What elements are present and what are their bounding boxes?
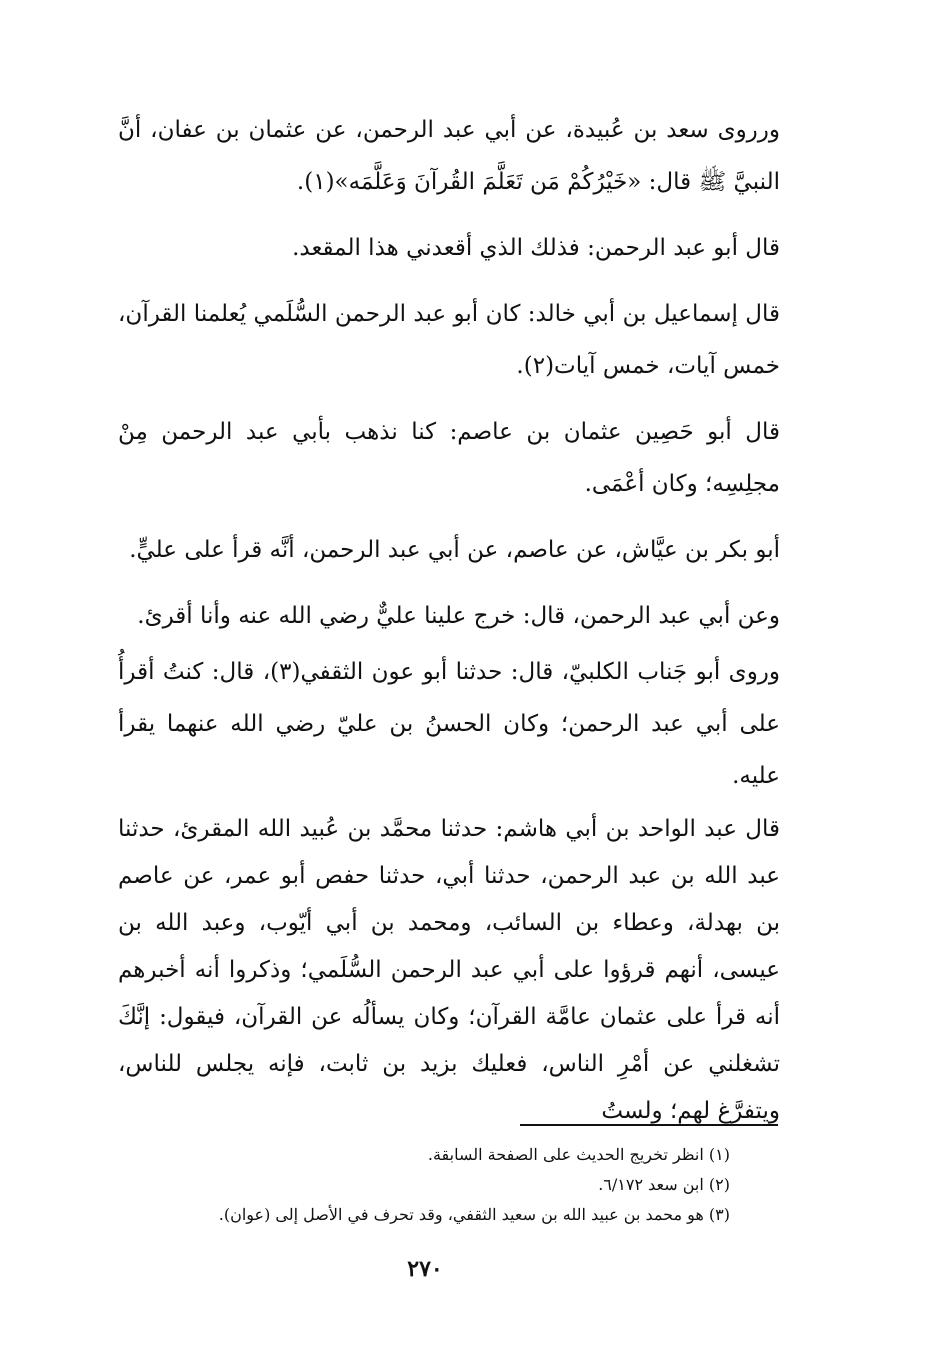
footnote-2: (٢) ابن سعد ٦/١٧٢. xyxy=(598,1175,730,1194)
paragraph-2: قال أبو عبد الرحمن: فذلك الذي أقعدني هذا المقعد. xyxy=(292,235,780,261)
footnote-separator xyxy=(520,1124,778,1126)
paragraph-8: قال عبد الواحد بن أبي هاشم: حدثنا محمَّد بن عُبيد الله المقرئ، حدثنا عبد الله بن عبد الرحمن، حدثنا أبي، حدثنا حفص أبو عمر، عن عاصم بن بهدلة، وعطاء بن السائب، ومحمد بن أبي أيّوب، وعبد الله بن عيسى، أنهم قرؤوا على أبي عبد الرحمن السُّلَمي؛ وذكروا أنه أخبرهم أنه قرأ على عثمان عامَّة القرآن؛ وكان يسألُه عن القرآن، فيقول: إنَّكَ تشغلني عن أمْرِ الناس، فعليك بزيد بن ثابت، فإنه يجلس للناس، ويتفرَّغ لهم؛ ولستُ xyxy=(118,816,780,1124)
page-number: ٢٧٠ xyxy=(407,1256,443,1282)
paragraph-6: وعن أبي عبد الرحمن، قال: خرج علينا عليٌّ رضي الله عنه وأنا أقرئ. xyxy=(137,603,780,629)
footnote-3: (٣) هو محمد بن عبيد الله بن سعيد الثقفي، وقد تحرف في الأصل إلى (عوان). xyxy=(218,1205,730,1224)
paragraph-1: ورروى سعد بن عُبيدة، عن أبي عبد الرحمن، عن عثمان بن عفان، أنَّ النبيَّ ﷺ قال: «خَيْرُكُمْ مَن تَعَلَّمَ القُرآنَ وَعَلَّمَه»(١). xyxy=(118,117,780,195)
paragraph-7: وروى أبو جَناب الكلبيّ، قال: حدثنا أبو عون الثقفي(٣)، قال: كنتُ أقرأُ على أبي عبد الرحمن؛ وكان الحسنُ بن عليّ رضي الله عنهما يقرأ عليه. xyxy=(118,659,781,789)
main-text xyxy=(118,104,780,1135)
footnotes xyxy=(118,1140,730,1230)
paragraph-5: أبو بكر بن عيَّاش، عن عاصم، عن أبي عبد الرحمن، أنَّه قرأ على عليٍّ. xyxy=(129,537,780,563)
paragraph-4: قال أبو حَصِين عثمان بن عاصم: كنا نذهب بأبي عبد الرحمن مِنْ مجلِسِه؛ وكان أعْمَى. xyxy=(118,419,780,497)
footnote-1: (١) انظر تخريج الحديث على الصفحة السابقة. xyxy=(427,1145,730,1164)
paragraph-3: قال إسماعيل بن أبي خالد: كان أبو عبد الرحمن السُّلَمي يُعلمنا القرآن، خمس آيات، خمس آيات(٢). xyxy=(118,301,780,379)
